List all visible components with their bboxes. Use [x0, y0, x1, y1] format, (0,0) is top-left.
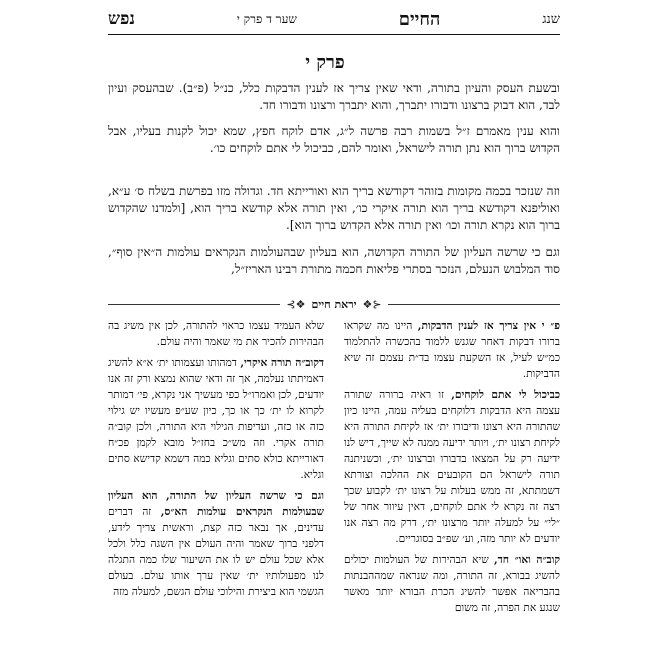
commentary-paragraph [108, 488, 324, 600]
commentary-column-left [108, 318, 324, 605]
running-head [108, 8, 560, 30]
commentary-lead: קוב״ה ואו״ חד, [493, 554, 560, 566]
main-paragraph-1: ובשעת העסק והעיון בתורה, ודאי שאין צריך אז לענין הדבקות כלל, כנ״ל (פ״ב). שבהעסק ועיון לבד, הוא דבוק ברצונו ודבורו יתברך, והוא יתברך ורצונו ודבורו חד. [108, 81, 560, 112]
commentary-text: שיא הבהירות של העולמות יכולים להשיג בבורא, זה התורה, ומה שנראה שמההבנתות בהבריאה אפשר להשיג הכרת הבורא יותר מאשר שנגע את הפרה, זה משום [344, 554, 560, 614]
running-head-book-right: החיים [398, 8, 441, 30]
commentary-paragraph [108, 355, 324, 483]
commentary-text: דמהותו ועצמותו ית׳ א״א להשיג דאמיתתו נעלמה, אך זה ודאי שהוא נמצא ורק זה אנו יודעים, לכן ואמרו״ל כפי מעשיך אני נקרא, פי׳ דמותר לקרוא לו ית׳ כך או כך, כיון שע״פ מעשיו יש גילוי כזה או כזה, ועדיפות הגילוי היא התורה, ולכן קוב״ה תורה אקרי. וזה מש״כ בחז״ל מובא לקמן פכ״ח דאורייתא כולא סתים וגליא כמה דשמא קדישא סתים וגליא. [108, 357, 324, 481]
commentary-title: יראת חיים [311, 297, 357, 311]
commentary-lead: וגם כי שרשה העליון של התורה, הוא העליון שבעולמות הנקראים עולמות הא״ס, [108, 490, 324, 518]
running-head-shaar: שער ד פרק י [236, 11, 297, 26]
commentary-text: זה דברים עדינים, אך נבאר כזה קצת, וראשית צריך לידע, דלפני ברוך שאמר והיה העולם אין השגה כלל ולכל אלא שכל עולם יש לו את השיעור שלו כמה התגלה לנו מפעולותיו ית׳ שאין ערך אותו עולם. בעולם הגשמי הוא ביצירת והילוכי עולם הגשם, למעלה מזה [108, 506, 324, 598]
main-paragraph-3: וזה שנזכר בכמה מקומות בזוהר דקודשא בריך הוא ואורייתא חד. וגדולה מזו בפרשת בשלח ס׳ ע״א, ואוליפנא דקודשא בריך הוא תורה איקרי כו׳, ואין תורה אלא קודשא בריך הוא, [ולמדנו שהקדוש ברוך הוא נקרא תורה וכו׳ ואין תורה אלא הקדוש ברוך הוא]. [108, 184, 560, 232]
header-rule [108, 34, 560, 35]
ornament-icon: ⊰❖ [362, 297, 382, 311]
running-head-book-left: נפש [108, 9, 135, 29]
commentary-lead: דקוב״ה תורה איקרי, [240, 357, 324, 369]
main-paragraph-4: וגם כי שרשה העליון של התורה הקדושה, הוא בעליון שבהעולמות הנקראים עולמות ה״אין סוף״, סוד המלבוש הנעלם, הנזכר בסתרי פליאות חכמה מתורת רבינו האריז״ל, [108, 245, 560, 276]
commentary-lead: כביכול לי אתם לוקחים, [451, 389, 560, 401]
commentary-paragraph [108, 318, 324, 350]
commentary-paragraph [344, 552, 560, 616]
chapter-title: פרק י [305, 52, 345, 73]
commentary-paragraph [344, 387, 560, 547]
commentary-text: היינו מה שקראו ברורו דבקות דאחר שגנש ללמוד בהכשרה להתלמוד כמ״ש לעיל, אז השקעת עצמו בד״ת עצמם זה שיא הדביקות. [344, 320, 560, 380]
divider-line-right [388, 304, 560, 305]
commentary-column-right [344, 318, 560, 621]
commentary-divider [108, 297, 560, 311]
divider-line-left [108, 304, 280, 305]
commentary-lead: פ״ י אין צריך אז לענין הדבקות, [417, 320, 560, 332]
commentary-text: זו ראיה ברורה שתורה עצמה היא הדבקות דלוקחים בעליה עמה, היינו כיון שהתורה היא רצונו ודיבורו ית׳ אז לקיחת התורה היא לקיחת רצונו ית׳, ויותר ידיעה ממנה לא שייך, דיש לנו ידיעה רק על המצאו בדבורו וברצונו ית׳, וכשניתנה תורה לישראל הם הקובעים את ההלכה וצורתא דשמתתא, זה ממש בעלות על רצונו ית׳ לקבוע שכך רצה זה נקרא לי אתם לוקחים, דאין עיוור אחר של ״לי״ על למעלה יותר מרצונו ית׳, דרק מה רצה אנו יודעים לא יותר מזה, וע׳ שפ״ב בסוגריים. [344, 389, 560, 545]
commentary-text: שלא העמיד עצמו כראוי להתורה, לכן אין משיג בה הבהירות להכיר את מי שאמר והיה עולם. [108, 320, 324, 348]
commentary-paragraph [344, 318, 560, 382]
main-paragraph-2: והוא ענין מאמרם ז״ל בשמות רבה פרשה ל״ג, אדם לוקח חפץ, שמא יכול לקנות בעליו, אבל הקדוש ברוך הוא נתן תורה לישראל, ואומר להם, כביכול לי אתם לוקחים כו׳. [108, 124, 560, 155]
ornament-icon: ❖⊱ [286, 297, 306, 311]
page-number: שנג [542, 12, 560, 27]
